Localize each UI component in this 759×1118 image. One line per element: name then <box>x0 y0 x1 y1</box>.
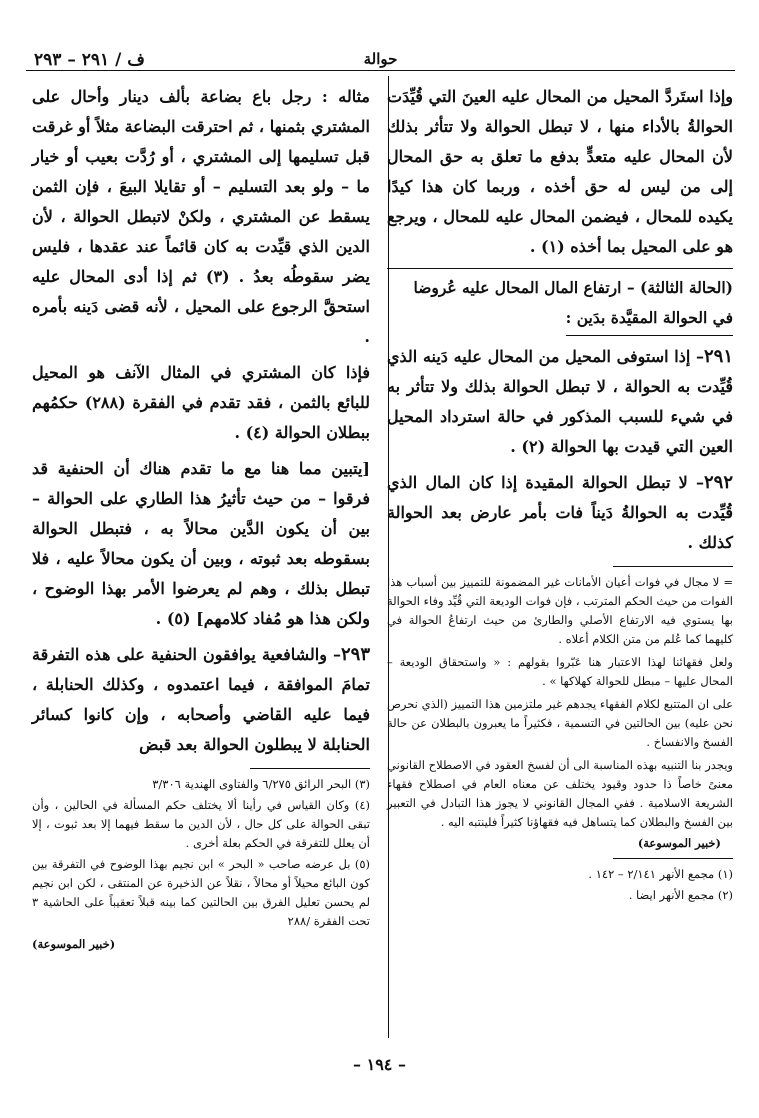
paragraph-text: – والشافعية يوافقون الحنفية على هذه التفرقة تمامَ الموافقة ، فيما اعتمدوه ، وكذلك الحنابلة ، فيما عليه القاضي وأصحابه ، وإن كانوا كسائر الحنابلة لا يبطلون الحوالة بعد قبض <box>32 645 370 754</box>
note-text: على ان المتتبع لكلام الفقهاء يجدهم غير ملتزمين هذا التمييز (الذي نحرص نحن عليه) بين الحالتين في التسمية ، فكثيراً ما يعبرون بالبطلان عن حالة الفسخ والانفساخ . <box>387 697 733 749</box>
section-heading-line: (الحالة الثالثة) – ارتفاع المال المحال عليه عُروضا <box>387 268 733 303</box>
paragraph: فإذا كان المشتري في المثال الآنف هو المحيل للبائع بالثمن ، فقد تقدم في الفقرة (٢٨٨) حكمُهم ببطلان الحوالة (٤) . <box>32 363 370 442</box>
paragraph: وإذا استَردَّ المحيل من المحال عليه العينَ التي قُيِّدَت الحوالةُ بالأداء منها ، لا تبطل الحوالة ولا تتأثر بذلك لأن المحال عليه متعدٍّ بدفع ما تعلق به حق المحال إلى من ليس له حق أخذه ، وربما كان هذا كيدًا يكيده للمحال ، فيضمن المحال عليه للمحال ، ويرجع هو على المحيل بما أخذه (١) . <box>387 87 733 256</box>
paragraph-number: ٢٩١ <box>703 346 733 367</box>
note-text: ويجدر بنا التنبيه بهذه المناسبة الى أن لفسخ العقود في الاصطلاح القانوني معنىً خاصاً ذا حدود وقيود يختلف عن معناه العام في اصطلاح فقهاء الشريعة الاسلامية . ففي المجال القانوني لا يجوز هذا التبادل في التعبير بين الفسخ والبطلان كما يتساهل فيه فقهاؤنا كثيراً فلينتبه اليه . <box>387 758 733 829</box>
footnote-rule <box>613 858 733 859</box>
paragraph: [يتبين مما هنا مع ما تقدم هناك أن الحنفية قد فرقوا – من حيث تأثيرُ هذا الطاري على الحوالة – بين أن يكون الدَّين محالاً به ، فتبطل الحوالة بسقوطه بعد ثبوته ، وبين أن يكون محالاً عليه ، فلا تبطل بذلك ، وهم لم يعرضوا الأمر بهذا الوضوح ، ولكن هذا هو مُفاد كلامهم] (٥) . <box>32 459 370 628</box>
note-text: ولعل فقهائنا لهذا الاعتبار هنا عَبّروا بقولهم : « واستحقاق الوديعة – المحال عليها – مبطل للحوالة كهلاكها » . <box>387 655 733 688</box>
header-topic: حوالة <box>363 50 398 68</box>
header-rule <box>26 70 735 71</box>
footnote: (٥) بل عرضه صاحب « البحر » ابن نجيم بهذا الوضوح في التفرقة بين كون البائع محيلاً أو محالاً ، نقلاً عن الذخيرة عن المنتقى ، لكن ابن نجيم لم يحسن تعليل الفرق بين الحالتين كما بينه قبلاً تعقيباً على الحاشية ٣ تحت الفقرة /٢٨٨ <box>32 857 370 928</box>
footnote-rule <box>613 566 733 567</box>
section-heading-line: في الحوالة المقيَّدة بدَين : <box>566 303 733 336</box>
paragraph-text: – إذا استوفى المحيل من المحال عليه دَينه الذي قُيِّدت به الحوالة ، لا تبطل الحوالة بذلك ولا تتأثر به في شيء للسبب المذكور في حالة استرداد المحيل العين التي قيدت بها الحوالة (٢) . <box>387 347 733 456</box>
paragraph: مثاله : رجل باع بضاعة بألف دينار وأحال على المشتري بثمنها ، ثم احترقت البضاعة مثلاً أو غرقت قبل تسليمها إلى المشتري ، أو رُدَّت بعيب أو خيار ما – ولو بعد التسليم – أو تقايلا البيعَ ، فإن الثمن يسقط عن المشتري ، ولكنْ لاتبطل الحوالة ، لأن الدين الذي قيِّدت به كان قائماً عند عقدها ، فليس يضر سقوطُه بعدُ . (٣) ثم إذا أدى المحال عليه استحقَّ الرجوع على المحيل ، لأنه قضى دَينه بأمره . <box>32 87 371 346</box>
footnote-rule <box>250 768 370 769</box>
paragraph-text: – لا تبطل الحوالة المقيدة إذا كان المال الذي قُيِّدت به الحوالةُ دَيناً فات بأمر عارض بعد الحوالة كذلك . <box>387 473 733 552</box>
paragraph-number: ٢٩٢ <box>703 472 733 493</box>
right-column <box>387 82 733 907</box>
paragraph-293 <box>32 640 370 760</box>
note-text: = لا مجال في فوات أعيان الأمانات غير المضمونة للتمييز بين أسباب هذا الفوات من حيث الحكم المترتب ، فإن فوات الوديعة التي قُيِّد وفاء الحوالة بها يستوي فيه الارتفاع الأصلي والطارئ من حيث ارتفاعُ الحوالة في كليهما كما عُلم من متن الكلام أعلاه . <box>387 575 733 646</box>
left-column <box>32 82 370 951</box>
paragraph-292 <box>387 468 733 558</box>
footnote: (٤) وكان القياس في رأينا ألا يختلف حكم المسألة في الحالين ، وأن تبقى الحوالة على كل حال ، لأن الدين ما سقط فيهما إلا بعد ثبوت ، إلا أن يعلل للتفرقة في الحكم بعلة أخرى . <box>32 798 370 850</box>
header-paragraph-range: ف / ٢٩١ – ٢٩٣ <box>34 50 145 70</box>
footnote-credit: (خبير الموسوعة) <box>32 937 116 951</box>
note-credit: (خبير الموسوعة) <box>637 836 721 850</box>
footnote: (١) مجمع الأنهر ٢/١٤١ – ١٤٢ . <box>588 867 733 881</box>
footnote: (٢) مجمع الأنهر ايضا . <box>628 888 733 902</box>
section-heading <box>387 268 733 336</box>
page-number: – ١٩٤ – <box>353 1055 406 1074</box>
paragraph-291 <box>387 342 733 462</box>
footnote: (٣) البحر الرائق ٦/٢٧٥ والفتاوى الهندية ٣/٣٠٦ <box>152 777 370 791</box>
paragraph-number: ٢٩٣ <box>340 644 370 665</box>
